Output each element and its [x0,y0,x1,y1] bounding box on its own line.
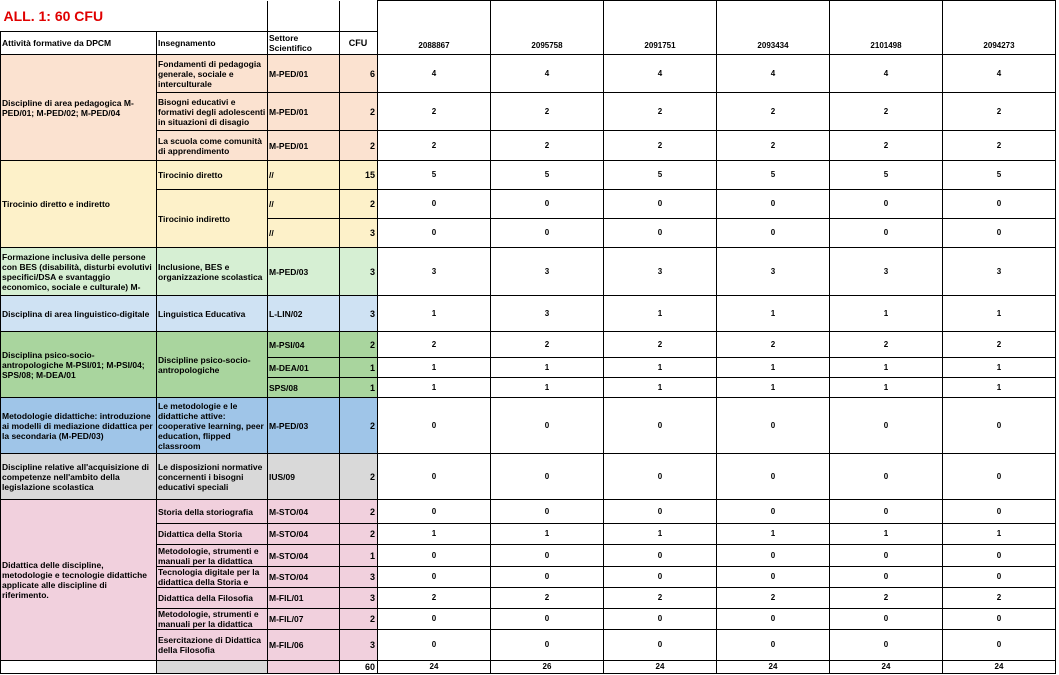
value-cell: 3 [491,248,604,296]
value-cell: 0 [491,609,604,630]
value-cell: 2 [378,332,491,358]
value-cell: 1 [943,296,1056,332]
value-cell: 3 [943,248,1056,296]
sector-code: M-PED/01 [268,55,340,93]
value-cell: 0 [943,398,1056,454]
value-cell: 1 [604,296,717,332]
activity-group: Didattica delle discipline, metodologie e tecnologie didattiche applicate alle discipline di riferimento. [1,500,157,661]
value-cell: 0 [491,567,604,588]
table-row [1,588,1056,609]
matricola-header: 2091751 [604,1,717,55]
matricola-header: 2093434 [717,1,830,55]
value-cell: 1 [717,378,830,398]
value-cell: 0 [943,545,1056,567]
total-cell: 24 [943,661,1056,674]
activity-group: Discipline relative all'acquisizione di competenze nell'ambito della legislazione scolastica [1,454,157,500]
value-cell: 0 [378,567,491,588]
teaching-name-text: Tecnologia digitale per la didattica della Storia e [158,567,260,587]
sector-code: M-FIL/07 [268,609,340,630]
value-cell: 1 [830,358,943,378]
value-cell: 0 [717,454,830,500]
value-cell: 0 [717,398,830,454]
table-row [1,398,1056,454]
value-cell: 2 [717,93,830,131]
value-cell: 0 [943,609,1056,630]
sector-code: M-FIL/01 [268,588,340,609]
value-cell: 2 [378,93,491,131]
sector-code: // [268,190,340,219]
value-cell: 3 [717,248,830,296]
sector-code: L-LIN/02 [268,296,340,332]
sector-code: IUS/09 [268,454,340,500]
value-cell: 0 [378,545,491,567]
table-row [1,332,1056,358]
total-cell: 24 [378,661,491,674]
totals-row [1,661,1056,674]
value-cell: 1 [943,358,1056,378]
teaching-name: Didattica della Storia [157,524,268,545]
value-cell: 5 [491,161,604,190]
table-row [1,567,1056,588]
value-cell: 0 [491,190,604,219]
teaching-name: Didattica della Filosofia [157,588,268,609]
matricola-header: 2088867 [378,1,491,55]
value-cell: 2 [491,588,604,609]
value-cell: 0 [830,567,943,588]
sector-code: M-PED/03 [268,248,340,296]
value-cell: 1 [943,378,1056,398]
value-cell: 0 [717,219,830,248]
table-row [1,524,1056,545]
value-cell: 1 [378,378,491,398]
value-cell: 1 [604,358,717,378]
cfu-value: 1 [340,378,378,398]
value-cell: 0 [604,219,717,248]
value-cell: 0 [604,454,717,500]
value-cell: 5 [604,161,717,190]
value-cell: 0 [604,609,717,630]
value-cell: 0 [830,190,943,219]
teaching-name: Fondamenti di pedagogia generale, sociale e interculturale [157,55,268,93]
teaching-name: La scuola come comunità di apprendimento [157,131,268,161]
value-cell: 0 [830,630,943,661]
teaching-name: Esercitazione di Didattica della Filosofia [157,630,268,661]
value-cell: 3 [604,248,717,296]
cfu-value: 2 [340,454,378,500]
value-cell: 1 [830,296,943,332]
cfu-value: 2 [340,93,378,131]
value-cell: 0 [378,190,491,219]
table-row [1,609,1056,630]
value-cell: 1 [378,358,491,378]
activity-group: Tirocinio diretto e indiretto [1,161,157,248]
value-cell: 4 [717,55,830,93]
value-cell: 5 [943,161,1056,190]
teaching-name-text: Metodologie, strumenti e manuali per la didattica [158,609,259,629]
teaching-name [157,567,268,588]
teaching-name: Tirocinio indiretto [157,190,268,248]
value-cell: 3 [378,248,491,296]
value-cell: 2 [717,588,830,609]
value-cell: 5 [717,161,830,190]
value-cell: 2 [830,332,943,358]
activity-group: Discipline di area pedagogica M-PED/01; M-PED/02; M-PED/04 [1,55,157,161]
sector-code: // [268,219,340,248]
cfu-value: 1 [340,545,378,567]
cfu-value: 3 [340,630,378,661]
value-cell: 0 [604,398,717,454]
value-cell: 0 [491,219,604,248]
teaching-name-text: Metodologie, strumenti e manuali per la didattica [158,545,259,566]
value-cell: 2 [830,131,943,161]
value-cell: 2 [378,588,491,609]
value-cell: 2 [604,332,717,358]
cfu-value: 2 [340,500,378,524]
table-row [1,131,1056,161]
table-row [1,500,1056,524]
value-cell: 0 [943,500,1056,524]
teaching-name: Discipline psico-socio-antropologiche [157,332,268,398]
table-row [1,161,1056,190]
value-cell: 1 [378,524,491,545]
value-cell: 2 [604,131,717,161]
value-cell: 0 [491,630,604,661]
table-row [1,454,1056,500]
teaching-name: Inclusione, BES e organizzazione scolastica [157,248,268,296]
activity-group: Disciplina di area linguistico-digitale [1,296,157,332]
value-cell: 0 [943,454,1056,500]
sector-code: M-STO/04 [268,545,340,567]
teaching-name [157,545,268,567]
value-cell: 2 [491,131,604,161]
activity-group: Disciplina psico-socio-antropologiche M-PSI/01; M-PSI/04; SPS/08; M-DEA/01 [1,332,157,398]
cfu-value: 2 [340,131,378,161]
value-cell: 1 [491,524,604,545]
value-cell: 0 [717,567,830,588]
activity-group [1,248,157,296]
value-cell: 0 [378,630,491,661]
value-cell: 4 [943,55,1056,93]
value-cell: 1 [491,358,604,378]
sector-code: M-STO/04 [268,567,340,588]
value-cell: 0 [830,398,943,454]
cfu-value: 1 [340,358,378,378]
value-cell: 0 [378,609,491,630]
value-cell: 0 [717,545,830,567]
teaching-name: Le disposizioni normative concernenti i bisogni educativi speciali [157,454,268,500]
sector-code: M-PED/03 [268,398,340,454]
value-cell: 4 [491,55,604,93]
value-cell: 2 [491,332,604,358]
cfu-value: 2 [340,398,378,454]
teaching-name: Storia della storiografia [157,500,268,524]
value-cell: 0 [943,630,1056,661]
value-cell: 1 [717,358,830,378]
teaching-name: Linguistica Educativa [157,296,268,332]
cfu-value: 6 [340,55,378,93]
value-cell: 0 [717,190,830,219]
cfu-value: 3 [340,248,378,296]
cfu-value: 15 [340,161,378,190]
table-row [1,545,1056,567]
value-cell: 0 [717,609,830,630]
matricola-header: 2095758 [491,1,604,55]
value-cell: 2 [604,588,717,609]
value-cell: 2 [830,588,943,609]
value-cell: 2 [491,93,604,131]
value-cell: 0 [830,609,943,630]
value-cell: 1 [717,296,830,332]
value-cell: 2 [943,588,1056,609]
header-settore: Settore Scientifico [268,32,340,55]
value-cell: 1 [378,296,491,332]
cfu-value: 3 [340,219,378,248]
table-row [1,190,1056,219]
cfu-value: 2 [340,190,378,219]
teaching-name-text: Le metodologie e le didattiche attive: cooperative learning, peer education, flipped classroom [158,400,264,451]
sector-code: M-FIL/06 [268,630,340,661]
cfu-value: 3 [340,588,378,609]
value-cell: 0 [943,190,1056,219]
activity-group-text: Formazione inclusiva delle persone con BES (disabilità, disturbi evolutivi specifici/DSA e svantaggio economico, sociale e culturale) M- [2,251,152,292]
table-row [1,630,1056,661]
sector-code: SPS/08 [268,378,340,398]
total-cfu: 60 [340,661,378,674]
value-cell: 4 [830,55,943,93]
value-cell: 0 [830,545,943,567]
value-cell: 1 [717,524,830,545]
value-cell: 0 [604,567,717,588]
sector-code: M-PED/01 [268,131,340,161]
sector-code: M-PED/01 [268,93,340,131]
value-cell: 2 [943,332,1056,358]
value-cell: 2 [604,93,717,131]
value-cell: 0 [604,545,717,567]
value-cell: 0 [491,398,604,454]
value-cell: 0 [491,454,604,500]
value-cell: 0 [717,500,830,524]
matricola-header: 2094273 [943,1,1056,55]
value-cell: 0 [830,500,943,524]
cfu-value: 3 [340,296,378,332]
teaching-name: Bisogni educativi e formativi degli adolescenti in situazioni di disagio [157,93,268,131]
value-cell: 0 [378,398,491,454]
value-cell: 0 [943,567,1056,588]
header-attivita: Attività formative da DPCM [1,32,157,55]
value-cell: 1 [604,524,717,545]
value-cell: 0 [830,454,943,500]
value-cell: 4 [378,55,491,93]
value-cell: 2 [717,332,830,358]
activity-group: Metodologie didattiche: introduzione ai modelli di mediazione didattica per la secondaria (M-PED/03) [1,398,157,454]
table-row [1,248,1056,296]
sector-code: M-STO/04 [268,500,340,524]
value-cell: 4 [604,55,717,93]
cfu-value: 2 [340,332,378,358]
value-cell: 0 [378,454,491,500]
total-cell: 24 [604,661,717,674]
value-cell: 2 [378,131,491,161]
value-cell: 1 [491,378,604,398]
value-cell: 3 [830,248,943,296]
value-cell: 1 [830,524,943,545]
header-cfu: CFU [340,32,378,55]
value-cell: 0 [604,630,717,661]
sector-code: // [268,161,340,190]
table-row [1,55,1056,93]
teaching-name [157,398,268,454]
matricola-header: 2101498 [830,1,943,55]
value-cell: 1 [943,524,1056,545]
value-cell: 0 [378,500,491,524]
cfu-value: 3 [340,567,378,588]
value-cell: 2 [943,93,1056,131]
total-cell: 26 [491,661,604,674]
sector-code: M-DEA/01 [268,358,340,378]
value-cell: 0 [830,219,943,248]
value-cell: 0 [943,219,1056,248]
value-cell: 2 [717,131,830,161]
value-cell: 0 [604,500,717,524]
value-cell: 0 [717,630,830,661]
sector-code: M-STO/04 [268,524,340,545]
value-cell: 5 [378,161,491,190]
table-row [1,93,1056,131]
value-cell: 2 [943,131,1056,161]
total-cell: 24 [830,661,943,674]
value-cell: 0 [491,545,604,567]
value-cell: 2 [830,93,943,131]
cfu-value: 2 [340,524,378,545]
table-row [1,296,1056,332]
header-insegnamento: Insegnamento [157,32,268,55]
value-cell: 1 [604,378,717,398]
total-cell: 24 [717,661,830,674]
sector-code: M-PSI/04 [268,332,340,358]
teaching-name: Tirocinio diretto [157,161,268,190]
value-cell: 1 [830,378,943,398]
value-cell: 0 [604,190,717,219]
value-cell: 0 [378,219,491,248]
sheet-title: ALL. 1: 60 CFU [1,1,268,32]
value-cell: 3 [491,296,604,332]
cfu-value: 2 [340,609,378,630]
teaching-name [157,609,268,630]
value-cell: 0 [491,500,604,524]
value-cell: 5 [830,161,943,190]
